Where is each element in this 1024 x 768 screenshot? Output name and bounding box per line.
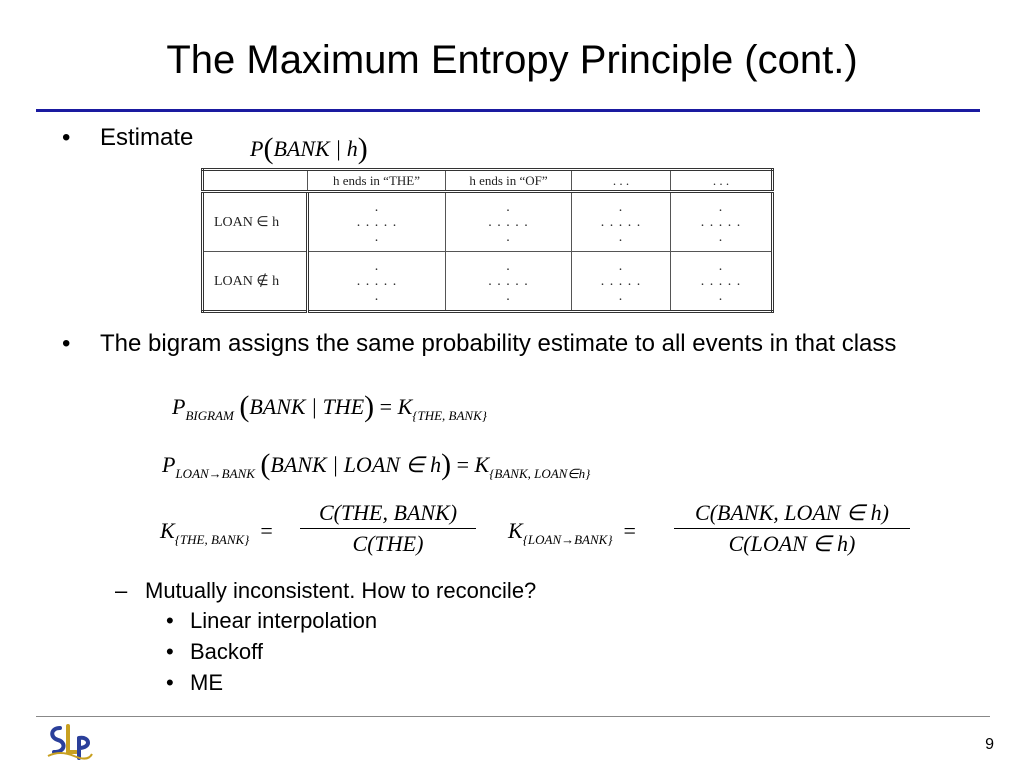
table-cell: . . . . . . . — [308, 252, 446, 312]
footer-divider — [36, 716, 990, 717]
bullet-marker: • — [166, 670, 174, 695]
bullet-marker: • — [62, 124, 71, 151]
equation-k-the-bank: $K_{\{THE, BANK\}}$ = — [160, 518, 273, 547]
table-header-cell: . . . — [671, 170, 773, 192]
dash-marker: – — [115, 578, 128, 603]
fraction-denominator: C(THE) — [352, 531, 424, 556]
estimate-label: Estimate — [100, 124, 194, 151]
table-cell: . . . . . . . — [572, 252, 671, 312]
bigram-text: The bigram assigns the same probability estimate to all events in that class — [100, 330, 897, 357]
table-row — [203, 192, 773, 252]
list-item: • Linear interpolation — [166, 608, 378, 633]
equation-loan-bank: $P_{LOAN\to BANK}$ (BANK | LOAN ∈ $h) = K_{\{BANK, LOAN\in h\}}$ — [162, 448, 591, 481]
table-cell: . . . . . . . — [446, 252, 572, 312]
fraction-the-bank — [300, 500, 476, 557]
table-row — [203, 252, 773, 312]
table-cell: . . . . . . . — [671, 252, 773, 312]
fraction-denominator: C(LOAN ∈ h) — [728, 531, 856, 556]
equation-k-loan-bank: $K_{\{LOAN\to BANK\}}$ = — [508, 518, 636, 547]
table-header-cell: . . . — [572, 170, 671, 192]
table-cell: . . . . . . . — [572, 192, 671, 252]
row-label: LOAN ∈ h — [203, 192, 308, 252]
sub-bullet-reconcile: – Mutually inconsistent. How to reconcile? — [115, 578, 537, 603]
bullet-estimate — [62, 124, 194, 152]
bullet-bigram — [62, 330, 940, 358]
slp-logo-icon — [46, 722, 94, 760]
table-cell: . . . . . . . — [671, 192, 773, 252]
table-cell: . . . . . . . — [308, 192, 446, 252]
list-item: • Backoff — [166, 639, 263, 664]
fraction-loan-bank — [674, 500, 910, 557]
title-divider — [36, 109, 980, 112]
table-header-cell: h ends in “THE” — [308, 170, 446, 192]
bullet-marker: • — [62, 330, 71, 357]
fraction-bar — [300, 528, 476, 529]
fraction-numerator: C(BANK, LOAN ∈ h) — [695, 500, 889, 525]
list-item: • ME — [166, 670, 223, 695]
bullet-marker: • — [166, 639, 174, 664]
table-cell: . . . . . . . — [446, 192, 572, 252]
table-header-cell: h ends in “OF” — [446, 170, 572, 192]
equation-bigram: $P_{BIGRAM}$ (BANK | $THE) = K_{\{THE, BANK\}}$ — [172, 390, 487, 423]
page-number: 9 — [985, 736, 994, 753]
table-header-row — [203, 170, 773, 192]
event-table — [201, 168, 774, 313]
table-header-cell — [203, 170, 308, 192]
bullet-marker: • — [166, 608, 174, 633]
slide-title: The Maximum Entropy Principle (cont.) — [166, 38, 858, 82]
fraction-numerator: C(THE, BANK) — [318, 500, 458, 525]
estimate-expression: P(BANK | h) — [250, 132, 368, 165]
fraction-bar — [674, 528, 910, 529]
row-label: LOAN ∉ h — [203, 252, 308, 312]
